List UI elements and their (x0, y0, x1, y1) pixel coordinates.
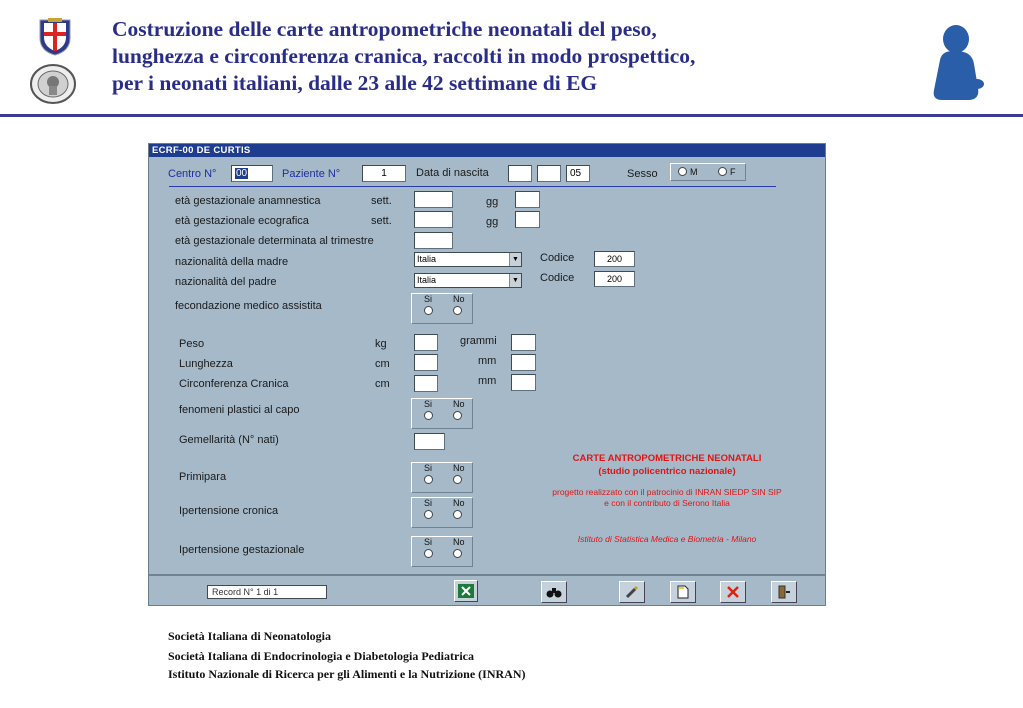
fecondazione-label: fecondazione medico assistita (175, 300, 322, 312)
no-label: No (453, 294, 465, 304)
ipert-cronica-label: Ipertensione cronica (179, 505, 279, 517)
no-label: No (453, 498, 465, 508)
naz-madre-select[interactable] (414, 252, 522, 267)
si-label: Si (424, 537, 433, 547)
info-title: CARTE ANTROPOMETRICHE NEONATALI (572, 453, 762, 464)
birth-day-input[interactable] (508, 165, 532, 182)
codice-madre-input[interactable]: 200 (594, 251, 635, 267)
no-label: No (453, 463, 465, 473)
ecrf-window (148, 143, 826, 606)
title-line-3: per i neonati italiani, dalle 23 alle 42 settimane di EG (112, 71, 598, 95)
peso-label: Peso (179, 338, 205, 350)
eg-anamnestica-sett-input[interactable] (414, 191, 453, 208)
excel-icon[interactable] (454, 580, 478, 602)
gg-label-2: gg (486, 216, 499, 228)
mm-label-2: mm (478, 375, 497, 387)
mm-label-1: mm (478, 355, 497, 367)
binoculars-icon[interactable] (541, 581, 567, 603)
centro-label: Centro N° (168, 168, 217, 180)
eg-trimestre-label: età gestazionale determinata al trimestre (175, 235, 374, 247)
info-line-2: e con il contributo di Serono Italia (604, 498, 730, 508)
sesso-f-label: F (730, 167, 736, 177)
sett-label-1: sett. (371, 195, 392, 207)
si-label: Si (424, 399, 433, 409)
separator-line (169, 186, 776, 187)
naz-madre-label: nazionalità della madre (175, 256, 289, 268)
si-label: Si (424, 294, 433, 304)
record-toolbar (149, 574, 825, 605)
info-subtitle: (studio policentrico nazionale) (598, 466, 736, 477)
eg-ecografica-label: età gestazionale ecografica (175, 215, 309, 227)
no-label: No (453, 399, 465, 409)
si-label: Si (424, 463, 433, 473)
fenomeni-no-radio[interactable] (453, 411, 462, 420)
primipara-label: Primipara (179, 471, 227, 483)
naz-padre-label: nazionalità del padre (175, 276, 277, 288)
footer-line-1: Società Italiana di Neonatologia (168, 629, 332, 643)
codice-padre-label: Codice (540, 272, 575, 284)
edit-icon[interactable] (619, 581, 645, 603)
page-title (112, 16, 912, 97)
birth-year-input[interactable]: 05 (566, 165, 590, 182)
naz-madre-value: Italia (417, 254, 437, 264)
codice-padre-input[interactable]: 200 (594, 271, 635, 287)
codice-madre-label: Codice (540, 252, 575, 264)
centro-input[interactable] (231, 165, 273, 182)
baby-silhouette-icon (928, 24, 986, 102)
record-counter: Record N° 1 di 1 (207, 585, 327, 599)
sesso-label: Sesso (627, 168, 658, 180)
footer-line-3: Istituto Nazionale di Ricerca per gli Alimenti e la Nutrizione (INRAN) (168, 667, 526, 681)
info-line-1: progetto realizzato con il patrocinio di INRAN SIEDP SIN SIP (552, 487, 782, 497)
centro-value: 00 (236, 168, 248, 179)
sett-label-2: sett. (371, 215, 392, 227)
kg-label: kg (375, 338, 387, 350)
new-record-icon[interactable] (670, 581, 696, 603)
primipara-si-radio[interactable] (424, 475, 433, 484)
naz-padre-value: Italia (417, 275, 437, 285)
info-institute: Istituto di Statistica Medica e Biometria - Milano (577, 534, 757, 544)
peso-kg-input[interactable] (414, 334, 438, 351)
footer-line-2: Società Italiana di Endocrinologia e Diabetologia Pediatrica (168, 649, 474, 663)
seal-logo-icon (28, 64, 78, 104)
data-nascita-label: Data di nascita (416, 167, 489, 179)
cm-label-1: cm (375, 358, 390, 370)
gemellarita-label: Gemellarità (N° nati) (179, 434, 279, 446)
exit-icon[interactable] (771, 581, 797, 603)
header-divider (0, 114, 1023, 117)
ipert-cronica-no-radio[interactable] (453, 510, 462, 519)
chevron-down-icon[interactable]: ▼ (509, 253, 521, 266)
cm-label-2: cm (375, 378, 390, 390)
primipara-radio-group (411, 462, 473, 493)
fenomeni-si-radio[interactable] (424, 411, 433, 420)
sesso-m-radio[interactable] (678, 167, 687, 176)
naz-padre-select[interactable] (414, 273, 522, 288)
lunghezza-mm-input[interactable] (511, 354, 536, 371)
chevron-down-icon[interactable]: ▼ (509, 274, 521, 287)
ipert-cronica-radio-group (411, 497, 473, 528)
gg-label-1: gg (486, 196, 499, 208)
sesso-f-radio[interactable] (718, 167, 727, 176)
fecondazione-no-radio[interactable] (453, 306, 462, 315)
sesso-radio-group (670, 163, 746, 181)
ipert-cronica-si-radio[interactable] (424, 510, 433, 519)
gemellarita-input[interactable] (414, 433, 445, 450)
eg-ecografica-gg-input[interactable] (515, 211, 540, 228)
fecondazione-radio-group (411, 293, 473, 324)
ipert-gestazionale-radio-group (411, 536, 473, 567)
delete-icon[interactable] (720, 581, 746, 603)
lunghezza-label: Lunghezza (179, 358, 233, 370)
eg-ecografica-sett-input[interactable] (414, 211, 453, 228)
eg-trimestre-input[interactable] (414, 232, 453, 249)
birth-month-input[interactable] (537, 165, 561, 182)
fenomeni-radio-group (411, 398, 473, 429)
fenomeni-label: fenomeni plastici al capo (179, 404, 300, 416)
title-line-1: Costruzione delle carte antropometriche neonatali del peso, (112, 17, 657, 41)
eg-anamnestica-gg-input[interactable] (515, 191, 540, 208)
circonferenza-cm-input[interactable] (414, 375, 438, 392)
title-line-2: lunghezza e circonferenza cranica, raccolti in modo prospettico, (112, 44, 696, 68)
grammi-label: grammi (460, 335, 497, 347)
paziente-input[interactable]: 1 (362, 165, 406, 182)
circonferenza-mm-input[interactable] (511, 374, 536, 391)
eg-anamnestica-label: età gestazionale anamnestica (175, 195, 321, 207)
primipara-no-radio[interactable] (453, 475, 462, 484)
window-title-bar: ECRF-00 DE CURTIS (149, 144, 825, 157)
fecondazione-si-radio[interactable] (424, 306, 433, 315)
si-label: Si (424, 498, 433, 508)
circonferenza-label: Circonferenza Cranica (179, 378, 289, 390)
ipert-gestazionale-no-radio[interactable] (453, 549, 462, 558)
no-label: No (453, 537, 465, 547)
ipert-gestazionale-si-radio[interactable] (424, 549, 433, 558)
ipert-gestazionale-label: Ipertensione gestazionale (179, 544, 305, 556)
shield-logo-icon (38, 18, 72, 56)
lunghezza-cm-input[interactable] (414, 354, 438, 371)
paziente-label: Paziente N° (282, 168, 341, 180)
peso-grammi-input[interactable] (511, 334, 536, 351)
sesso-m-label: M (690, 167, 698, 177)
